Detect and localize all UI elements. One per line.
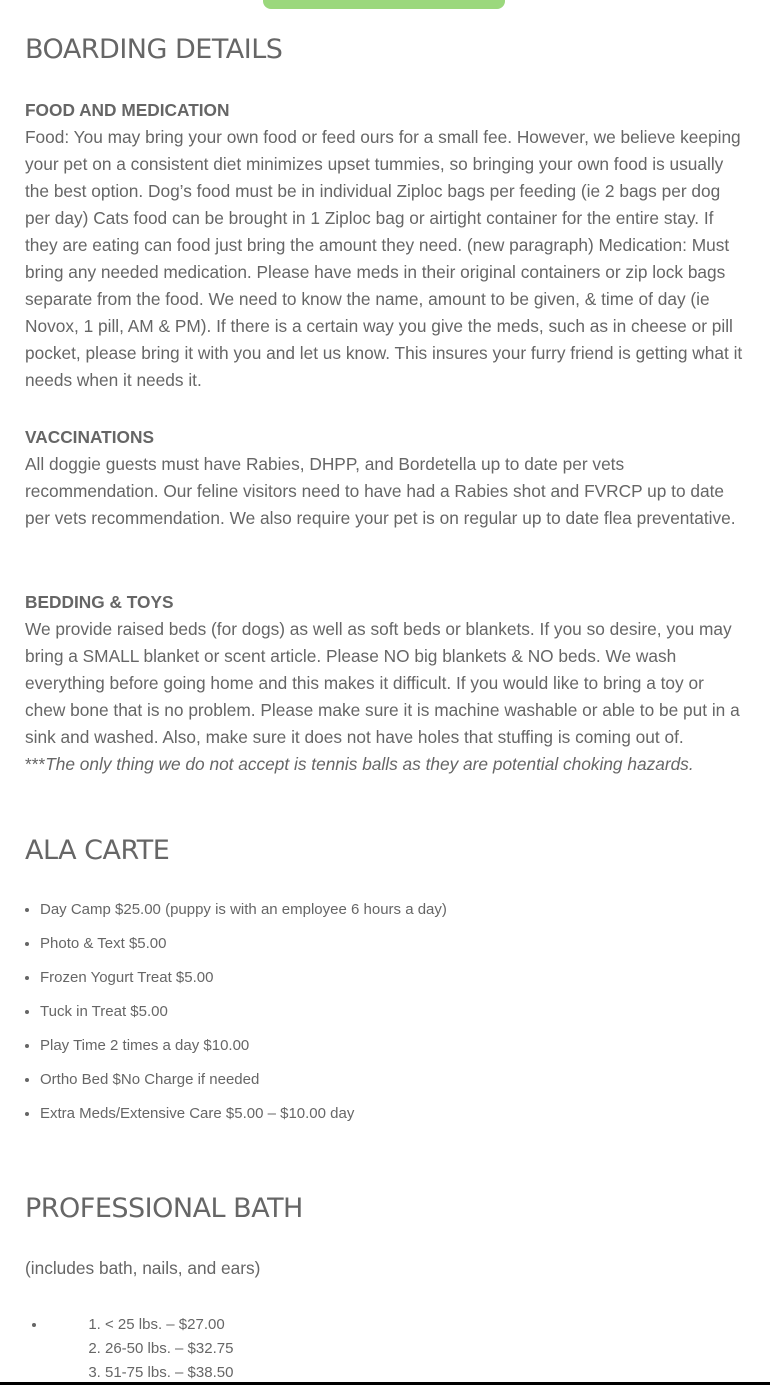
bath-price-list bbox=[25, 1313, 233, 1385]
bath-price-item: 3. 51-75 lbs. – $38.50 bbox=[105, 1361, 233, 1385]
bedding-text: We provide raised beds (for dogs) as well as soft beds or blankets. If you so desire, you may bring a SMALL blanket or scent article. Please NO big blankets & NO beds. We wash everything before going home and this makes it difficult. If you would like to bring a toy or chew bone that is no problem. Please make sure it is machine washable or able to be put in a sink and washed. Also, make sure it does not have holes that stuffing is coming out of. bbox=[25, 619, 740, 747]
list-item: • Day Camp $25.00 (puppy is with an employee 6 hours a day) bbox=[40, 893, 447, 927]
bedding-section bbox=[25, 589, 745, 778]
ala-carte-list bbox=[0, 893, 447, 1131]
vaccinations-text: All doggie guests must have Rabies, DHPP, and Bordetella up to date per vets recommendation. Our feline visitors need to have had a Rabies shot and FVRCP up to date per vets recommendation. We also require your pet is on regular up to date flea preventative. bbox=[25, 454, 736, 528]
bath-price-item: 2. 26-50 lbs. – $32.75 bbox=[105, 1337, 233, 1361]
list-item: • Ortho Bed $No Charge if needed bbox=[40, 1063, 447, 1097]
list-item: • Tuck in Treat $5.00 bbox=[40, 995, 447, 1029]
vaccinations-heading: VACCINATIONS bbox=[25, 427, 154, 447]
note-text: The only thing we do not accept is tennis balls as they are potential choking hazards. bbox=[45, 754, 694, 774]
professional-bath-title: PROFESSIONAL BATH bbox=[25, 1193, 303, 1224]
list-item: • Extra Meds/Extensive Care $5.00 – $10.00 day bbox=[40, 1097, 447, 1131]
list-item: • Photo & Text $5.00 bbox=[40, 927, 447, 961]
top-green-button[interactable] bbox=[263, 0, 505, 9]
bath-includes-note: (includes bath, nails, and ears) bbox=[25, 1258, 261, 1278]
bath-price-bullet bbox=[47, 1313, 233, 1385]
bath-price-item: 1. • < 25 lbs. – $27.00 bbox=[105, 1313, 233, 1337]
boarding-details-title: BOARDING DETAILS bbox=[25, 34, 283, 65]
list-item: • Play Time 2 times a day $10.00 bbox=[40, 1029, 447, 1063]
tennis-ball-note bbox=[25, 751, 745, 778]
food-text: Food: You may bring your own food or feed ours for a small fee. However, we believe keeping your pet on a consistent diet minimizes upset tummies, so bringing your own food is usually the best option. Dog’s food must be in individual Ziploc bags per feeding (ie 2 bags per dog per day) Cats food can be brought in 1 Ziploc bag or airtight container for the entire stay. If they are eating can food just bring the amount they need. (new paragraph) Medication: Must bring any needed medication. Please have meds in their original containers or zip lock bags separate from the food. We need to know the name, amount to be given, & time of day (ie Novox, 1 pill, AM & PM). If there is a certain way you give the meds, such as in cheese or pill pocket, please bring it with you and let us know. This insures your furry friend is getting what it needs when it needs it. bbox=[25, 127, 743, 390]
note-prefix: *** bbox=[25, 754, 46, 774]
vaccinations-section bbox=[25, 424, 745, 532]
food-heading: FOOD AND MEDICATION bbox=[25, 100, 230, 120]
food-section bbox=[25, 97, 745, 394]
ala-carte-title: ALA CARTE bbox=[25, 835, 170, 866]
list-item: • Frozen Yogurt Treat $5.00 bbox=[40, 961, 447, 995]
bedding-heading: BEDDING & TOYS bbox=[25, 592, 174, 612]
